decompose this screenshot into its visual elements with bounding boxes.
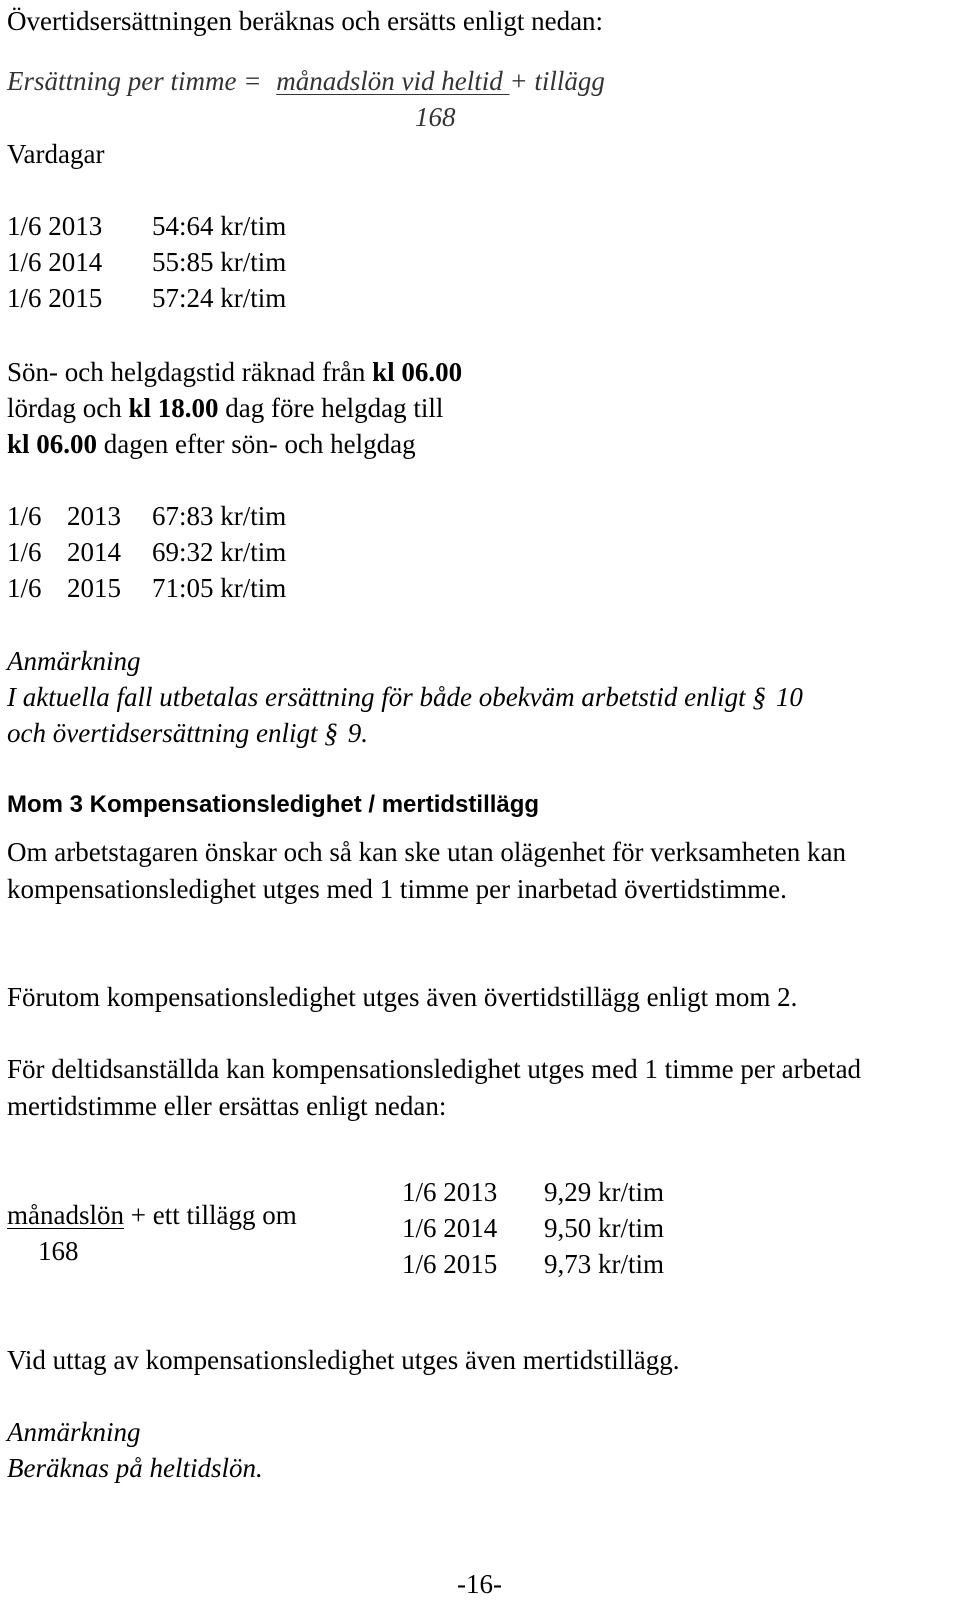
paragraph: Förutom kompensationsledighet utges även övertidstillägg enligt mom 2. xyxy=(7,982,798,1012)
rate-value: 71:05 kr/tim xyxy=(152,573,287,603)
note-text: Beräknas på heltidslön. xyxy=(7,1453,263,1483)
rate-day: 1/6 xyxy=(7,501,42,531)
formula-denominator: 168 xyxy=(38,1236,79,1266)
holiday-rate-row xyxy=(7,498,286,535)
note-line-2 xyxy=(7,715,368,752)
section-heading: Mom 3 Kompensationsledighet / mertidstillägg xyxy=(7,791,540,818)
holiday-text: dag före helgdag till xyxy=(218,393,444,423)
paragraph: Vid uttag av kompensationsledighet utges även mertidstillägg. xyxy=(7,1345,680,1375)
note-line-1 xyxy=(7,679,803,716)
rate-year: 2013 xyxy=(67,501,121,531)
rate-date: 1/6 2015 xyxy=(7,283,103,313)
holiday-line-2 xyxy=(7,390,443,427)
rate-day: 1/6 xyxy=(7,537,42,567)
rate-date: 1/6 2014 xyxy=(7,247,103,277)
weekday-rate-row xyxy=(7,280,286,317)
rate-value: 57:24 kr/tim xyxy=(152,283,287,313)
formula-rest: + ett tillägg om xyxy=(123,1200,297,1230)
holiday-line-1 xyxy=(7,354,462,391)
holiday-text: lördag och xyxy=(7,393,129,423)
rate-date: 1/6 2013 xyxy=(402,1177,498,1207)
section-symbol: § xyxy=(324,718,338,748)
holiday-rate-row xyxy=(7,570,286,607)
rate-date: 1/6 2014 xyxy=(402,1213,498,1243)
weekday-rate-row xyxy=(7,208,286,245)
rate-year: 2015 xyxy=(67,573,121,603)
section-symbol: § xyxy=(752,682,766,712)
rate-value: 9,29 kr/tim xyxy=(544,1177,664,1207)
holiday-line-3 xyxy=(7,426,416,463)
formula-2-line xyxy=(7,1197,297,1234)
rate-value: 67:83 kr/tim xyxy=(152,501,287,531)
paragraph: Om arbetstagaren önskar och så kan ske utan olägenhet för verksamheten kan kompensationsledighet utges med 1 timme per inarbetad övertidstimme. xyxy=(7,837,846,904)
parttime-rate-row xyxy=(402,1210,664,1247)
formula-denominator: 168 xyxy=(415,102,456,132)
rate-value: 9,50 kr/tim xyxy=(544,1213,664,1243)
rate-value: 69:32 kr/tim xyxy=(152,537,287,567)
note-text: och övertidsersättning enligt xyxy=(7,718,318,748)
paragraph: För deltidsanställda kan kompensationsledighet utges med 1 timme per arbetad mertidstimme eller ersättas enligt nedan: xyxy=(7,1054,862,1121)
parttime-rate-row xyxy=(402,1174,664,1211)
weekdays-heading: Vardagar xyxy=(7,139,105,169)
note-title: Anmärkning xyxy=(7,1417,141,1447)
holiday-text: dagen efter sön- och helgdag xyxy=(97,429,416,459)
holiday-text: Sön- och helgdagstid räknad från xyxy=(7,357,373,387)
note-ref: 10 xyxy=(775,682,803,712)
note-text: I aktuella fall utbetalas ersättning för både obekväm arbetstid enligt xyxy=(7,682,746,712)
page-number: -16- xyxy=(457,1569,502,1599)
rate-value: 9,73 kr/tim xyxy=(544,1249,664,1279)
formula-line xyxy=(7,63,605,100)
rate-year: 2014 xyxy=(67,537,121,567)
rate-date: 1/6 2013 xyxy=(7,211,103,241)
formula-numerator: månadslön vid heltid xyxy=(276,66,510,96)
formula-lhs: Ersättning per timme = xyxy=(7,66,262,96)
parttime-rate-row xyxy=(402,1246,664,1283)
formula-numerator: månadslön xyxy=(7,1200,124,1230)
rate-value: 55:85 kr/tim xyxy=(152,247,287,277)
rate-date: 1/6 2015 xyxy=(402,1249,498,1279)
intro-text: Övertidsersättningen beräknas och ersätts enligt nedan: xyxy=(7,6,604,36)
note-ref: 9. xyxy=(347,718,368,748)
holiday-time: kl 06.00 xyxy=(7,429,98,459)
formula-rest: + tillägg xyxy=(509,66,605,96)
holiday-rate-row xyxy=(7,534,286,571)
rate-value: 54:64 kr/tim xyxy=(152,211,287,241)
note-title: Anmärkning xyxy=(7,646,141,676)
rate-day: 1/6 xyxy=(7,573,42,603)
holiday-time: kl 18.00 xyxy=(128,393,219,423)
holiday-time: kl 06.00 xyxy=(372,357,463,387)
weekday-rate-row xyxy=(7,244,286,281)
